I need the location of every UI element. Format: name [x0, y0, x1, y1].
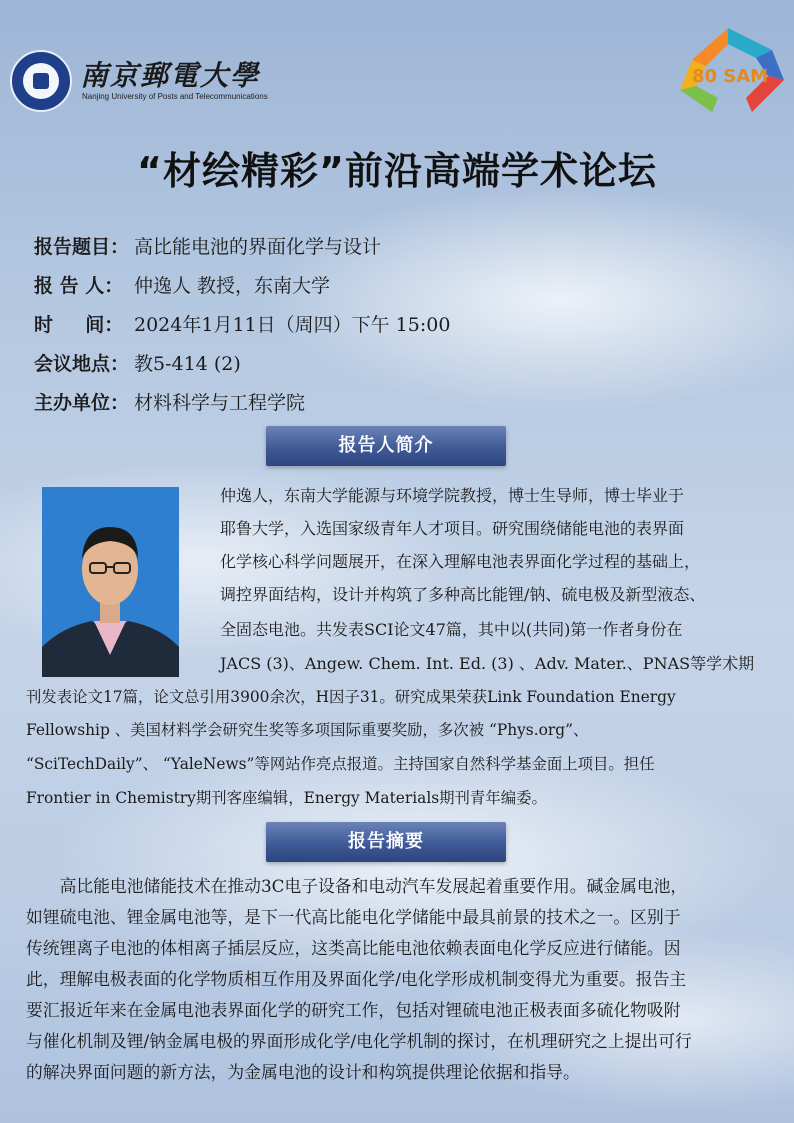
- page-title: “材绘精彩”前沿高端学术论坛: [137, 149, 657, 193]
- anniversary-logo-text: 80 SAM: [691, 66, 769, 87]
- info-label: 会议地点：: [34, 353, 130, 375]
- abstract-line: 高比能电池储能技术在推动3C电子设备和电动汽车发展起着重要作用。碱金属电池，: [26, 876, 688, 896]
- info-label: 报 告 人：: [34, 275, 124, 297]
- speaker-portrait-icon: [42, 487, 179, 677]
- abstract-line: 要汇报近年来在金属电池表界面化学的研究工作，包括对锂硫电池正极表面多硫化物吸附: [26, 1000, 681, 1020]
- info-value: 2024年1月11日（周四）下午 15:00: [134, 314, 451, 336]
- bio-line: JACS (3)、Angew. Chem. Int. Ed. (3) 、Adv. Mater.、PNAS等学术期: [220, 654, 755, 673]
- bio-line: 化学核心科学问题展开，在深入理解电池表界面化学过程的基础上，: [220, 552, 701, 571]
- abstract-line: 如锂硫电池、锂金属电池等，是下一代高比能电化学储能中最具前景的技术之一。区别于: [26, 907, 681, 927]
- abstract-line: 传统锂离子电池的体相离子插层反应，这类高比能电池依赖表面电化学反应进行储能。因: [26, 938, 681, 958]
- info-value: 教5-414 (2): [134, 353, 241, 375]
- info-label: 主办单位：: [34, 392, 130, 414]
- abstract-line: 与催化机制及锂/钠金属电极的界面形成化学/电化学机制的探讨，在机理研究之上提出可行: [26, 1031, 692, 1051]
- info-value: 材料科学与工程学院: [134, 392, 306, 414]
- info-row-topic: [34, 228, 774, 267]
- info-label: 时 间：: [34, 314, 124, 336]
- abstract-line: 的解决界面问题的新方法，为金属电池的设计和构筑提供理论依据和指导。: [26, 1062, 580, 1082]
- info-row-location: [34, 345, 774, 384]
- bio-line: Frontier in Chemistry期刊客座编辑，Energy Materials期刊青年编委。: [26, 789, 547, 807]
- abstract-line: 此，理解电极表面的化学物质相互作用及界面化学/电化学形成机制变得尤为重要。报告主: [26, 969, 687, 989]
- bio-line: 耶鲁大学，入选国家级青年人才项目。研究围绕储能电池的表界面: [220, 519, 685, 538]
- info-row-speaker: [34, 267, 774, 306]
- speaker-photo: [42, 487, 179, 677]
- bio-line: “SciTechDaily”、 “YaleNews”等网站作亮点报道。主持国家自然科学基金面上项目。担任: [26, 755, 655, 773]
- bio-line: 全固态电池。共发表SCI论文47篇，其中以(共同)第一作者身份在: [220, 620, 683, 639]
- university-name-cn: 南京郵電大學: [80, 59, 261, 92]
- university-name-en: Nanjing University of Posts and Telecommunications: [82, 92, 268, 101]
- info-row-time: [34, 306, 774, 345]
- bio-line: 仲逸人，东南大学能源与环境学院教授，博士生导师，博士毕业于: [220, 486, 685, 505]
- info-value: 仲逸人 教授，东南大学: [134, 275, 331, 297]
- info-value: 高比能电池的界面化学与设计: [134, 236, 382, 258]
- university-logo: [10, 50, 268, 120]
- section-banner-bio: 报告人简介: [266, 426, 506, 466]
- university-seal-icon: [10, 50, 72, 112]
- info-label: 报告题目：: [34, 236, 130, 258]
- info-row-host: [34, 384, 774, 423]
- bio-line: 刊发表论文17篇，论文总引用3900余次，H因子31。研究成果荣获Link Foundation Energy: [26, 688, 676, 706]
- anniversary-logo: [672, 20, 790, 120]
- bio-line: Fellowship 、美国材料学会研究生奖等多项国际重要奖励，多次被 “Phys.org”、: [26, 721, 589, 739]
- bio-line: 调控界面结构，设计并构筑了多种高比能锂/钠、硫电极及新型液态、: [220, 585, 706, 604]
- section-banner-abstract: 报告摘要: [266, 822, 506, 862]
- anniversary-logo-icon: [672, 20, 790, 120]
- event-info: [34, 228, 774, 423]
